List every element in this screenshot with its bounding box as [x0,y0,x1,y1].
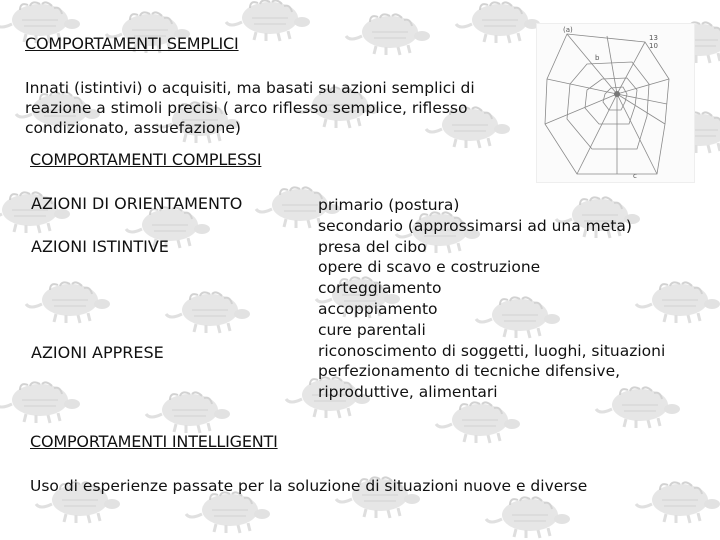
list-item: riproduttive, alimentari [318,383,498,402]
list-item: corteggiamento [318,279,442,298]
learned-actions-label: AZIONI APPRESE [31,343,164,362]
simple-behaviors-heading: COMPORTAMENTI SEMPLICI [25,34,239,53]
figure-label-b: b [595,54,600,62]
simple-behaviors-line-3: condizionato, assuefazione) [25,119,241,137]
spider-web-figure [536,23,695,183]
complex-behaviors-heading: COMPORTAMENTI COMPLESSI [30,150,262,169]
instinctive-actions-label: AZIONI ISTINTIVE [31,237,169,256]
simple-behaviors-line-1: Innati (istintivi) o acquisiti, ma basati su azioni semplici di [25,79,475,97]
intelligent-behaviors-heading: COMPORTAMENTI INTELLIGENTI [30,432,278,451]
intelligent-behaviors-text: Uso di esperienze passate per la soluzione di situazioni nuove e diverse [30,477,588,495]
web-center-dot [614,91,620,97]
spider-web-drawing [537,24,694,182]
simple-behaviors-line-2: reazione a stimoli precisi ( arco riflesso semplice, riflesso [25,99,468,117]
list-item: primario (postura) [318,196,460,214]
list-item: presa del cibo [318,237,427,256]
figure-label-13: 13 [649,34,658,42]
behavior-list [318,195,665,403]
figure-label-c: c [633,172,637,180]
orientation-actions-label: AZIONI DI ORIENTAMENTO [31,194,243,213]
figure-label-10: 10 [649,42,658,50]
list-item: riconoscimento di soggetti, luoghi, situazioni [318,341,666,360]
list-item: opere di scavo e costruzione [318,258,541,277]
list-item: accoppiamento [318,299,438,318]
list-item: cure parentali [318,320,426,339]
list-item: perfezionamento di tecniche difensive, [318,362,621,381]
list-item: secondario (approssimarsi ad una meta) [318,216,632,235]
figure-label-a: (a) [563,26,573,34]
